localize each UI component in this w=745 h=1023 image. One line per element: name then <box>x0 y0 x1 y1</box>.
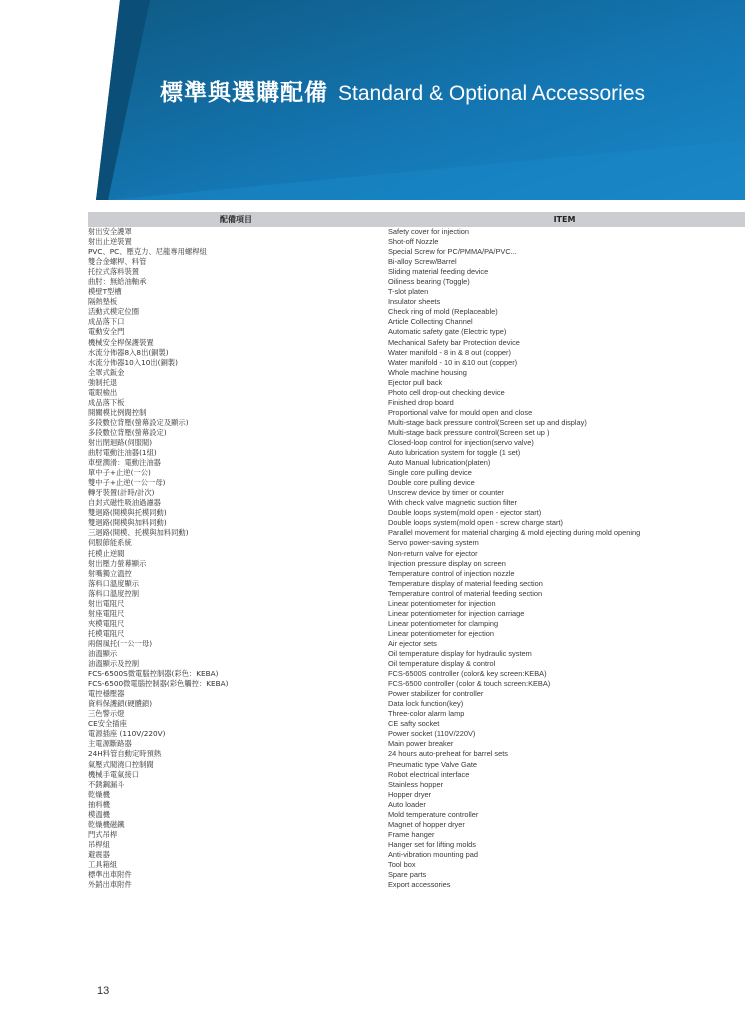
item-name-english: Special Screw for PC/PMMA/PA/PVC... <box>388 247 517 257</box>
item-name-chinese: PVC、PC、壓克力、尼龍專用螺桿組 <box>88 247 207 257</box>
table-row <box>88 679 745 689</box>
item-name-english: Article Collecting Channel <box>388 317 473 327</box>
item-name-chinese: 射座電阻尺 <box>88 608 125 618</box>
header-banner <box>0 0 745 200</box>
item-name-chinese: 射出閉迴路(伺服閥) <box>88 438 153 447</box>
item-name-chinese: 機械安全桿保護裝置 <box>88 337 154 347</box>
item-name-english: Oil temperature display for hydraulic system <box>388 648 532 658</box>
item-name-english: Sliding material feeding device <box>388 267 489 277</box>
table-row <box>88 810 745 820</box>
item-name-chinese: 外銷出車附件 <box>88 880 132 890</box>
item-name-english: Frame hanger <box>388 829 435 839</box>
item-name-chinese: 射出止逆裝置 <box>88 237 132 247</box>
table-row <box>88 438 745 448</box>
item-name-english: Proportional valve for mould open and close <box>388 407 533 417</box>
item-name-english: Robot electrical interface <box>388 769 470 779</box>
table-row <box>88 820 745 830</box>
item-name-english: Hanger set for lifting molds <box>388 839 476 849</box>
item-name-chinese: 避震器 <box>88 849 110 859</box>
item-name-chinese: 主電源斷路器 <box>88 739 132 749</box>
item-name-english: Injection pressure display on screen <box>388 558 506 568</box>
item-name-chinese: 車壁潤滑：電動注油器 <box>88 458 161 468</box>
item-name-english: Finished drop board <box>388 397 454 407</box>
page-number: 13 <box>97 985 110 997</box>
page-title-chinese: 標準與選購配備 <box>160 80 328 106</box>
table-row <box>88 579 745 589</box>
item-name-english: Spare parts <box>388 870 427 880</box>
item-name-chinese: 強制托退 <box>88 377 118 387</box>
table-row <box>88 569 745 579</box>
table-row <box>88 358 745 368</box>
table-row <box>88 669 745 679</box>
table-row <box>88 538 745 548</box>
table-body <box>88 227 745 890</box>
table-row <box>88 408 745 418</box>
item-name-chinese: 雙迴路(開模與加料同動) <box>88 518 167 528</box>
table-row <box>88 418 745 428</box>
item-name-chinese: 油溫顯示及控制 <box>88 659 140 669</box>
table-row <box>88 508 745 518</box>
item-name-english: Magnet of hopper dryer <box>388 819 465 829</box>
item-name-chinese: 自封式磁性吸油過濾器 <box>88 498 161 508</box>
item-name-english: Auto lubrication system for toggle (1 set) <box>388 448 521 458</box>
table-row <box>88 860 745 870</box>
table-row <box>88 549 745 559</box>
item-name-english: Data lock function(key) <box>388 699 464 709</box>
table-row <box>88 297 745 307</box>
item-name-english: Mold temperature controller <box>388 809 479 819</box>
table-row <box>88 388 745 398</box>
table-row <box>88 609 745 619</box>
item-name-english: Linear potentiometer for injection <box>388 598 496 608</box>
table-row <box>88 559 745 569</box>
item-name-english: Double core pulling device <box>388 478 475 488</box>
table-row <box>88 880 745 890</box>
item-name-chinese: 乾燥機 <box>88 789 110 799</box>
accessories-table <box>88 212 745 890</box>
item-name-english: Power stabilizer for controller <box>388 689 484 699</box>
table-row <box>88 599 745 609</box>
table-row <box>88 237 745 247</box>
item-name-chinese: 托模電阻尺 <box>88 628 125 638</box>
item-name-english: Oil temperature display & control <box>388 659 496 669</box>
page-title <box>160 74 645 118</box>
item-name-english: Stainless hopper <box>388 779 444 789</box>
item-name-chinese: 隔熱墊板 <box>88 297 118 307</box>
table-row <box>88 749 745 759</box>
table-row <box>88 368 745 378</box>
item-name-english: Shot-off Nozzle <box>388 237 439 247</box>
item-name-english: FCS-6500 controller (color & touch screen:KEBA) <box>388 679 551 689</box>
table-row <box>88 518 745 528</box>
item-name-english: Pneumatic type Valve Gate <box>388 759 478 769</box>
item-name-english: Bi-alloy Screw/Barrel <box>388 257 457 267</box>
item-name-english: Non-return valve for ejector <box>388 548 478 558</box>
table-row <box>88 790 745 800</box>
item-name-english: Oiliness bearing (Toggle) <box>388 277 470 287</box>
item-name-chinese: 單中子+止逆(一公) <box>88 468 151 478</box>
item-name-english: Photo cell drop-out checking device <box>388 387 505 397</box>
item-name-chinese: 水流分佈器8入8出(銅製) <box>88 347 169 357</box>
item-name-chinese: 電源插座 (110V/220V) <box>88 729 166 739</box>
item-name-english: T-slot platen <box>388 287 429 297</box>
table-row <box>88 398 745 408</box>
item-name-english: Safety cover for injection <box>388 227 469 237</box>
item-name-chinese: 兩個風托(一公一母) <box>88 638 153 648</box>
table-row <box>88 528 745 538</box>
table-row <box>88 267 745 277</box>
item-name-english: With check valve magnetic suction filter <box>388 498 517 508</box>
item-name-chinese: 不銹鋼漏斗 <box>88 779 125 789</box>
item-name-chinese: 伺服節能系統 <box>88 538 132 548</box>
item-name-chinese: 射嘴獨立溫控 <box>88 568 132 578</box>
table-row <box>88 639 745 649</box>
table-row <box>88 287 745 297</box>
item-name-english: Water manifold - 10 in &10 out (copper) <box>388 357 518 367</box>
item-name-english: Power socket (110V/220V) <box>388 729 476 739</box>
item-name-english: Servo power-saving system <box>388 538 479 548</box>
item-name-chinese: 射出安全護罩 <box>88 227 132 237</box>
table-row <box>88 619 745 629</box>
table-row <box>88 478 745 488</box>
column-header-item: ITEM <box>553 215 576 224</box>
item-name-chinese: 夾模電阻尺 <box>88 618 125 628</box>
table-row <box>88 780 745 790</box>
item-name-english: Closed-loop control for injection(servo valve) <box>388 438 534 447</box>
item-name-english: 24 hours auto-preheat for barrel sets <box>388 749 508 759</box>
item-name-chinese: 落料口溫度控制 <box>88 588 140 598</box>
item-name-chinese: 多段數位背壓(螢幕設定) <box>88 427 167 437</box>
table-row <box>88 689 745 699</box>
column-header-chinese: 配備項目 <box>220 215 252 224</box>
item-name-chinese: 托模止逆閥 <box>88 548 125 558</box>
item-name-english: Hopper dryer <box>388 789 432 799</box>
table-row <box>88 709 745 719</box>
item-name-chinese: FCS-6500微電腦控制器(彩色觸控：KEBA) <box>88 679 229 689</box>
item-name-english: Linear potentiometer for ejection <box>388 628 494 638</box>
item-name-chinese: 射出電阻尺 <box>88 598 125 608</box>
item-name-chinese: 抽料機 <box>88 799 110 809</box>
item-name-chinese: 托拉式落料裝置 <box>88 267 140 277</box>
table-row <box>88 699 745 709</box>
item-name-english: Mechanical Safety bar Protection device <box>388 337 520 347</box>
table-row <box>88 327 745 337</box>
item-name-chinese: 模溫機 <box>88 809 110 819</box>
table-row <box>88 247 745 257</box>
item-name-english: Single core pulling device <box>388 468 472 478</box>
item-name-english: Anti-vibration mounting pad <box>388 849 478 859</box>
table-row <box>88 800 745 810</box>
item-name-chinese: 標準出車附件 <box>88 870 132 880</box>
item-name-english: Tool box <box>388 859 416 869</box>
item-name-english: Auto loader <box>388 799 426 809</box>
item-name-chinese: 電動安全門 <box>88 327 125 337</box>
item-name-english: Double loops system(mold open - screw charge start) <box>388 518 563 528</box>
item-name-chinese: 機械手電氣接口 <box>88 769 140 779</box>
item-name-chinese: 雙中子+止逆(一公一母) <box>88 478 166 488</box>
item-name-english: Three-color alarm lamp <box>388 709 465 719</box>
table-row <box>88 227 745 237</box>
table-row <box>88 870 745 880</box>
item-name-chinese: 曲肘電動注油器(1組) <box>88 448 157 458</box>
item-name-chinese: 成品落下口 <box>88 317 125 327</box>
item-name-english: Temperature display of material feeding section <box>388 578 543 588</box>
table-row <box>88 317 745 327</box>
table-row <box>88 840 745 850</box>
item-name-english: Parallel movement for material charging & mold ejecting during mold opening <box>388 528 641 538</box>
item-name-chinese: 門式吊桿 <box>88 829 118 839</box>
item-name-chinese: 落料口溫度顯示 <box>88 578 140 588</box>
table-row <box>88 850 745 860</box>
item-name-chinese: 雙合金螺桿、料管 <box>88 257 147 267</box>
item-name-english: Unscrew device by timer or counter <box>388 488 504 498</box>
item-name-english: Double loops system(mold open - ejector start) <box>388 508 542 518</box>
item-name-chinese: 多段數位背壓(螢幕設定及顯示) <box>88 417 189 427</box>
item-name-english: Temperature control of material feeding section <box>388 588 543 598</box>
table-row <box>88 659 745 669</box>
table-header <box>88 212 745 227</box>
item-name-chinese: CE安全插座 <box>88 719 127 729</box>
table-row <box>88 348 745 358</box>
item-name-chinese: 雙迴路(開模與托模同動) <box>88 508 167 518</box>
item-name-english: Automatic safety gate (Electric type) <box>388 327 507 337</box>
table-row <box>88 770 745 780</box>
item-name-chinese: 乾燥機磁鐵 <box>88 819 125 829</box>
item-name-english: Insulator sheets <box>388 297 441 307</box>
item-name-chinese: 24H料管自動定時預熱 <box>88 749 162 759</box>
item-name-english: Main power breaker <box>388 739 454 749</box>
table-row <box>88 488 745 498</box>
item-name-chinese: 活動式模定位圈 <box>88 307 140 317</box>
item-name-chinese: 射出壓力螢幕顯示 <box>88 558 147 568</box>
item-name-english: Linear potentiometer for injection carriage <box>388 608 525 618</box>
item-name-english: FCS-6500S controller (color& key screen:KEBA) <box>388 669 547 679</box>
table-row <box>88 629 745 639</box>
table-row <box>88 257 745 267</box>
item-name-english: Multi-stage back pressure control(Screen set up and display) <box>388 417 587 427</box>
table-row <box>88 307 745 317</box>
table-row <box>88 468 745 478</box>
item-name-english: Air ejector sets <box>388 638 437 648</box>
table-row <box>88 378 745 388</box>
item-name-chinese: 工具箱組 <box>88 859 118 869</box>
item-name-chinese: 三迴路(開模、托模與加料同動) <box>88 528 189 538</box>
page-title-english: Standard & Optional Accessories <box>338 82 646 105</box>
item-name-chinese: 吊桿組 <box>88 839 110 849</box>
item-name-english: Temperature control of injection nozzle <box>388 568 515 578</box>
item-name-chinese: 電眼檢出 <box>88 387 118 397</box>
table-row <box>88 759 745 769</box>
item-name-chinese: 模壁T型槽 <box>88 287 122 297</box>
item-name-chinese: FCS-6500S微電腦控制器(彩色：KEBA) <box>88 669 219 679</box>
item-name-english: Linear potentiometer for clamping <box>388 618 499 628</box>
item-name-chinese: 油溫顯示 <box>88 648 118 658</box>
item-name-chinese: 電控穩壓器 <box>88 689 125 699</box>
item-name-english: Water manifold - 8 in & 8 out (copper) <box>388 347 511 357</box>
item-name-chinese: 水流分佈器10入10出(銅製) <box>88 357 178 367</box>
item-name-english: Whole machine housing <box>388 367 467 377</box>
item-name-english: Multi-stage back pressure control(Screen set up ) <box>388 427 550 437</box>
item-name-chinese: 資料保護鎖(硬體鎖) <box>88 699 153 709</box>
table-row <box>88 277 745 287</box>
table-row <box>88 589 745 599</box>
table-row <box>88 729 745 739</box>
item-name-chinese: 全罩式鈑金 <box>88 367 125 377</box>
table-row <box>88 649 745 659</box>
item-name-chinese: 轉牙裝置(計時/計次) <box>88 488 155 498</box>
table-row <box>88 739 745 749</box>
item-name-english: Export accessories <box>388 880 451 890</box>
item-name-chinese: 氣壓式閥澆口控制閥 <box>88 759 154 769</box>
table-row <box>88 338 745 348</box>
table-row <box>88 428 745 438</box>
item-name-english: Auto Manual lubrication(platen) <box>388 458 491 468</box>
item-name-english: CE safty socket <box>388 719 440 729</box>
table-row <box>88 458 745 468</box>
item-name-english: Ejector pull back <box>388 377 443 387</box>
table-row <box>88 719 745 729</box>
item-name-chinese: 曲肘：無給油軸承 <box>88 277 147 287</box>
item-name-chinese: 成品落下板 <box>88 397 125 407</box>
item-name-chinese: 三色警示燈 <box>88 709 125 719</box>
table-row <box>88 498 745 508</box>
item-name-english: Check ring of mold (Replaceable) <box>388 307 498 317</box>
table-row <box>88 830 745 840</box>
item-name-chinese: 開關模比例閥控制 <box>88 407 147 417</box>
table-row <box>88 448 745 458</box>
